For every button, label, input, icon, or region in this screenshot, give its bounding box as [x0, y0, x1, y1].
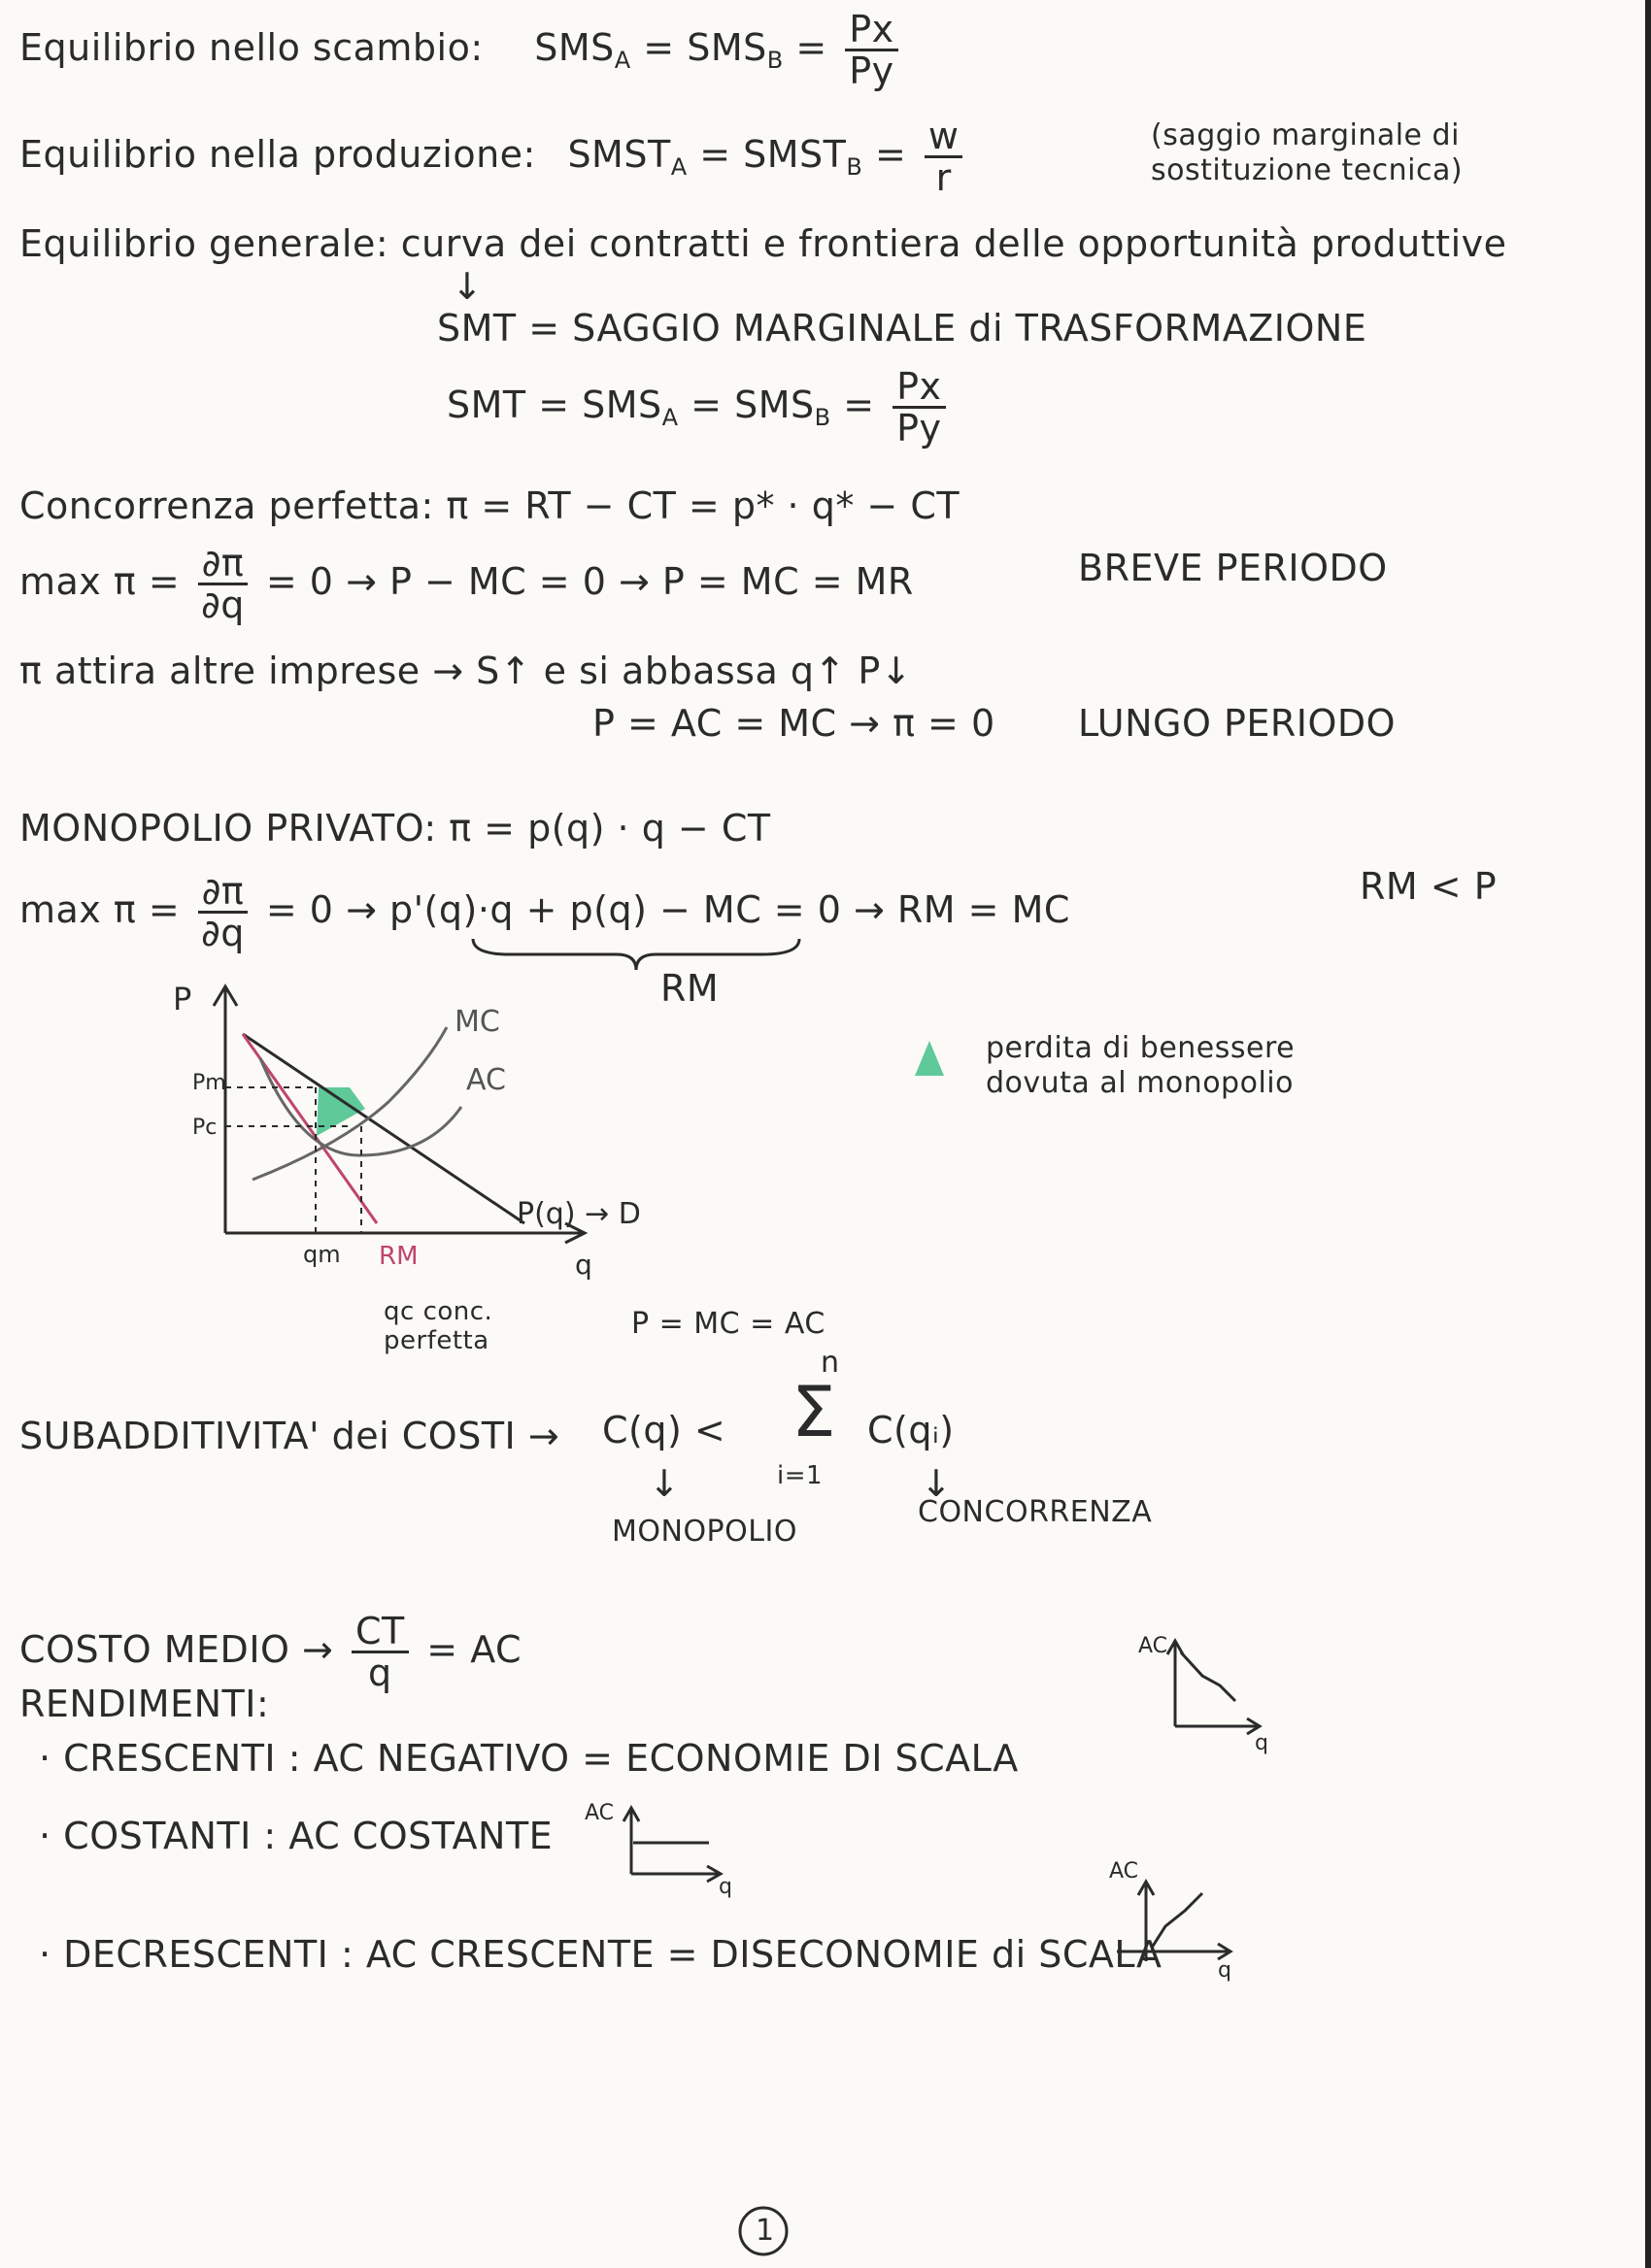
mini-graph-constant — [573, 1792, 738, 1899]
welfare-loss-legend-icon — [913, 1039, 946, 1078]
production-equilibrium: Equilibrio nella produzione: $SMST_A$ = $SMST_B$ = $\frac{w}{r}$ — [19, 117, 968, 197]
sum-lower: i=1 — [777, 1461, 824, 1490]
general-text: curva dei contratti e frontiera delle opportunità produttive — [400, 222, 1507, 265]
long-run-label: LUNGO PERIODO — [1078, 702, 1397, 745]
svg-text:q: q — [719, 1875, 732, 1899]
monopoly-profit: MONOPOLIO PRIVATO: π = p(q) · q − CT — [19, 807, 771, 850]
entry-line: π attira altre imprese → S↑ e si abbassa q↑ P↓ — [19, 650, 913, 692]
ac-label: AC — [466, 1063, 506, 1097]
subadditivity-rhs: C(qᵢ) — [867, 1409, 955, 1451]
subadditivity-competition: CONCORRENZA — [918, 1495, 1153, 1529]
subadditivity-monopoly: MONOPOLIO — [612, 1515, 797, 1549]
returns-constant: · COSTANTI : AC COSTANTE — [39, 1815, 554, 1857]
price-ratio: $\frac{Px}{Py}$ — [845, 10, 897, 90]
welfare-loss-legend: perdita di benessere dovuta al monopolio — [986, 1031, 1296, 1100]
general-label: Equilibrio generale: — [19, 222, 389, 265]
svg-text:q: q — [1255, 1731, 1268, 1755]
demand-label: P(q) → D — [517, 1197, 641, 1231]
sum-upper: n — [821, 1346, 840, 1380]
page-number: 1 — [756, 2214, 775, 2248]
monopoly-max: max π = $\frac{\partial\pi}{\partial q}$ = 0 → p'(q)·q + p(q) − MC = 0 → RM = MC — [19, 870, 1070, 954]
returns-increasing: · CRESCENTI : AC NEGATIVO = ECONOMIE DI SCALA — [39, 1737, 1019, 1780]
mc-label: MC — [455, 1005, 500, 1039]
arrow-competition: ↓ — [921, 1462, 953, 1505]
rm-less-than-p: RM < P — [1360, 865, 1498, 908]
rm-brace — [471, 937, 801, 972]
svg-text:q: q — [1218, 1958, 1231, 1983]
factor-ratio: $\frac{w}{r}$ — [925, 117, 963, 197]
smt-definition: SMT = SAGGIO MARGINALE di TRASFORMAZIONE — [437, 307, 1367, 350]
production-note: (saggio marginale di sostituzione tecnica) — [1151, 118, 1464, 187]
svg-text:AC: AC — [585, 1801, 615, 1825]
subadditivity-label: SUBADDITIVITA' dei COSTI → — [19, 1415, 560, 1457]
rm-brace-label: RM — [660, 967, 720, 1010]
subadditivity-lhs: C(q) < — [602, 1409, 726, 1451]
scan-edge — [1645, 0, 1651, 2268]
svg-text:AC: AC — [1109, 1859, 1139, 1884]
returns-label: RENDIMENTI: — [19, 1683, 270, 1725]
perfect-competition-condition: P = MC = AC — [631, 1307, 826, 1341]
short-run-label: BREVE PERIODO — [1078, 547, 1388, 589]
returns-decreasing: · DECRESCENTI : AC CRESCENTE = DISECONOMIE di SCALA — [39, 1933, 1162, 1976]
sum-symbol: Σ — [792, 1371, 836, 1452]
axis-q-label: q — [575, 1249, 592, 1281]
qm-label: qm — [303, 1241, 341, 1268]
exchange-label: Equilibrio nello scambio: — [19, 26, 484, 69]
perfect-competition-max: max π = $\frac{\partial\pi}{\partial q}$ = 0 → P − MC = 0 → P = MC = MR — [19, 542, 914, 626]
sms-a: SMS — [534, 26, 615, 69]
monopoly-graph — [146, 981, 690, 1281]
qc-label: qc conc. perfetta — [384, 1297, 493, 1355]
production-label: Equilibrio nella produzione: — [19, 133, 536, 176]
mini-graph-increasing — [1127, 1629, 1282, 1755]
svg-text:AC: AC — [1138, 1634, 1168, 1658]
long-run-condition: P = AC = MC → π = 0 — [592, 702, 995, 745]
smt-equation: SMT = $SMS_A = SMS_B$ = $\frac{Px}{Py}$ — [447, 367, 952, 448]
rm-label: RM — [379, 1242, 419, 1271]
average-cost: COSTO MEDIO → $\frac{CT}{q}$ = AC — [19, 1610, 522, 1694]
pm-label: Pm — [192, 1071, 226, 1095]
arrow-monopoly: ↓ — [649, 1462, 681, 1505]
perfect-competition-profit: Concorrenza perfetta: π = RT − CT = p* · q* − CT — [19, 484, 960, 527]
exchange-equilibrium: Equilibrio nello scambio: $SMS_A = SMS_B$ = $\frac{Px}{Py}$ — [19, 10, 904, 90]
general-equilibrium — [19, 221, 1507, 266]
pc-label: Pc — [192, 1116, 218, 1140]
axis-p-label: P — [173, 981, 192, 1017]
mini-graph-decreasing — [1107, 1854, 1263, 1981]
down-arrow: ↓ — [452, 265, 484, 308]
